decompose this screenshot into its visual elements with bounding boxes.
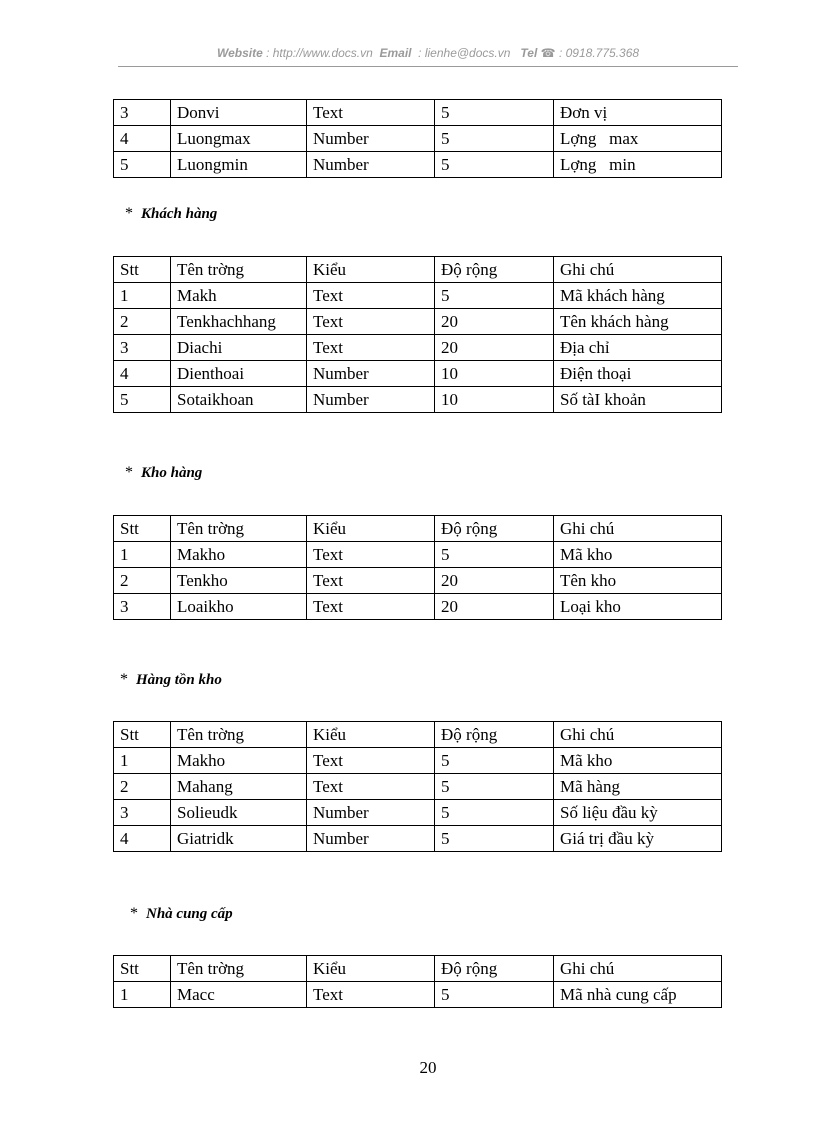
cell-note: Mã kho	[554, 542, 722, 568]
cell-type: Number	[307, 800, 435, 826]
header-note: Ghi chú	[554, 956, 722, 982]
cell-stt: 3	[114, 100, 171, 126]
header-stt: Stt	[114, 257, 171, 283]
cell-width: 5	[435, 982, 554, 1008]
cell-field-name: Luongmax	[171, 126, 307, 152]
cell-field-name: Dienthoai	[171, 361, 307, 387]
cell-note: Mã kho	[554, 748, 722, 774]
cell-type: Number	[307, 126, 435, 152]
page-header	[118, 46, 738, 60]
table-row	[114, 387, 722, 413]
cell-stt: 4	[114, 126, 171, 152]
table-row	[114, 361, 722, 387]
email-label: Email	[379, 46, 412, 60]
header-type: Kiểu	[307, 956, 435, 982]
cell-stt: 2	[114, 568, 171, 594]
cell-type: Text	[307, 309, 435, 335]
cell-stt: 5	[114, 152, 171, 178]
cell-note: Điện thoại	[554, 361, 722, 387]
table-nha-cung-cap	[113, 955, 722, 1008]
cell-note: Mã hàng	[554, 774, 722, 800]
asterisk-bullet: *	[125, 464, 133, 481]
cell-type: Text	[307, 542, 435, 568]
cell-type: Text	[307, 100, 435, 126]
header-type: Kiểu	[307, 516, 435, 542]
phone-icon: ☎	[540, 46, 556, 60]
cell-width: 5	[435, 100, 554, 126]
cell-note: Mã khách hàng	[554, 283, 722, 309]
cell-field-name: Giatridk	[171, 826, 307, 852]
table-khach-hang	[113, 256, 722, 413]
cell-note: Địa chỉ	[554, 335, 722, 361]
cell-type: Text	[307, 568, 435, 594]
cell-note: Giá trị đầu kỳ	[554, 826, 722, 852]
cell-note: Tên kho	[554, 568, 722, 594]
cell-note: Lợng min	[554, 152, 722, 178]
cell-stt: 1	[114, 542, 171, 568]
header-divider	[118, 66, 738, 67]
table-header-row	[114, 956, 722, 982]
cell-type: Text	[307, 982, 435, 1008]
website-value: : http://www.docs.vn	[266, 46, 373, 60]
header-type: Kiểu	[307, 257, 435, 283]
table-header-row	[114, 516, 722, 542]
cell-type: Text	[307, 774, 435, 800]
cell-type: Text	[307, 283, 435, 309]
continued-table	[113, 99, 722, 178]
table-row	[114, 748, 722, 774]
cell-type: Number	[307, 361, 435, 387]
cell-width: 5	[435, 826, 554, 852]
cell-stt: 4	[114, 826, 171, 852]
cell-stt: 1	[114, 982, 171, 1008]
table-row	[114, 309, 722, 335]
cell-width: 10	[435, 361, 554, 387]
header-note: Ghi chú	[554, 516, 722, 542]
cell-field-name: Loaikho	[171, 594, 307, 620]
header-field-name: Tên trờng	[171, 257, 307, 283]
cell-width: 5	[435, 283, 554, 309]
cell-note: Mã nhà cung cấp	[554, 982, 722, 1008]
cell-width: 20	[435, 335, 554, 361]
table-row	[114, 335, 722, 361]
header-stt: Stt	[114, 956, 171, 982]
cell-width: 5	[435, 126, 554, 152]
table-row	[114, 568, 722, 594]
cell-field-name: Makho	[171, 542, 307, 568]
table-row	[114, 594, 722, 620]
cell-type: Text	[307, 335, 435, 361]
cell-stt: 3	[114, 335, 171, 361]
table-header-row	[114, 722, 722, 748]
cell-field-name: Donvi	[171, 100, 307, 126]
cell-width: 5	[435, 800, 554, 826]
cell-width: 5	[435, 748, 554, 774]
asterisk-bullet: *	[130, 905, 138, 922]
cell-type: Number	[307, 152, 435, 178]
cell-width: 20	[435, 594, 554, 620]
email-value: : lienhe@docs.vn	[418, 46, 511, 60]
cell-width: 5	[435, 152, 554, 178]
cell-stt: 5	[114, 387, 171, 413]
table-row	[114, 982, 722, 1008]
cell-field-name: Luongmin	[171, 152, 307, 178]
cell-stt: 4	[114, 361, 171, 387]
asterisk-bullet: *	[125, 205, 133, 222]
header-width: Độ rộng	[435, 516, 554, 542]
section-title-kho-hang: * Kho hàng	[125, 464, 203, 481]
section-title-hang-ton-kho: * Hàng tồn kho	[120, 671, 222, 688]
cell-stt: 2	[114, 309, 171, 335]
table-row	[114, 126, 722, 152]
header-field-name: Tên trờng	[171, 722, 307, 748]
cell-field-name: Makh	[171, 283, 307, 309]
cell-type: Text	[307, 594, 435, 620]
cell-note: Đơn vị	[554, 100, 722, 126]
table-row	[114, 800, 722, 826]
cell-note: Số tàI khoản	[554, 387, 722, 413]
cell-field-name: Solieudk	[171, 800, 307, 826]
header-note: Ghi chú	[554, 257, 722, 283]
cell-field-name: Tenkhachhang	[171, 309, 307, 335]
table-row	[114, 100, 722, 126]
table-row	[114, 542, 722, 568]
cell-width: 5	[435, 542, 554, 568]
cell-field-name: Diachi	[171, 335, 307, 361]
cell-width: 20	[435, 568, 554, 594]
cell-width: 5	[435, 774, 554, 800]
cell-stt: 1	[114, 283, 171, 309]
table-row	[114, 826, 722, 852]
table-hang-ton-kho	[113, 721, 722, 852]
cell-stt: 1	[114, 748, 171, 774]
cell-field-name: Sotaikhoan	[171, 387, 307, 413]
header-type: Kiểu	[307, 722, 435, 748]
cell-note: Lợng max	[554, 126, 722, 152]
website-label: Website	[216, 46, 263, 60]
cell-type: Number	[307, 387, 435, 413]
section-title-nha-cung-cap: * Nhà cung cấp	[130, 905, 233, 922]
header-width: Độ rộng	[435, 956, 554, 982]
tel-value: : 0918.775.368	[558, 46, 640, 60]
header-stt: Stt	[114, 516, 171, 542]
cell-note: Số liệu đầu kỳ	[554, 800, 722, 826]
cell-note: Loại kho	[554, 594, 722, 620]
table-row	[114, 774, 722, 800]
tel-label: Tel	[520, 46, 538, 60]
cell-type: Number	[307, 826, 435, 852]
table-row	[114, 283, 722, 309]
page-number: 20	[419, 1058, 437, 1077]
cell-field-name: Makho	[171, 748, 307, 774]
cell-width: 10	[435, 387, 554, 413]
cell-stt: 3	[114, 800, 171, 826]
cell-field-name: Macc	[171, 982, 307, 1008]
section-title-khach-hang: * Khách hàng	[125, 205, 218, 222]
cell-field-name: Tenkho	[171, 568, 307, 594]
header-width: Độ rộng	[435, 257, 554, 283]
cell-stt: 3	[114, 594, 171, 620]
cell-stt: 2	[114, 774, 171, 800]
header-stt: Stt	[114, 722, 171, 748]
table-header-row	[114, 257, 722, 283]
header-width: Độ rộng	[435, 722, 554, 748]
cell-type: Text	[307, 748, 435, 774]
header-field-name: Tên trờng	[171, 956, 307, 982]
cell-field-name: Mahang	[171, 774, 307, 800]
table-kho-hang	[113, 515, 722, 620]
table-row	[114, 152, 722, 178]
header-note: Ghi chú	[554, 722, 722, 748]
header-field-name: Tên trờng	[171, 516, 307, 542]
cell-note: Tên khách hàng	[554, 309, 722, 335]
asterisk-bullet: *	[120, 671, 128, 688]
cell-width: 20	[435, 309, 554, 335]
